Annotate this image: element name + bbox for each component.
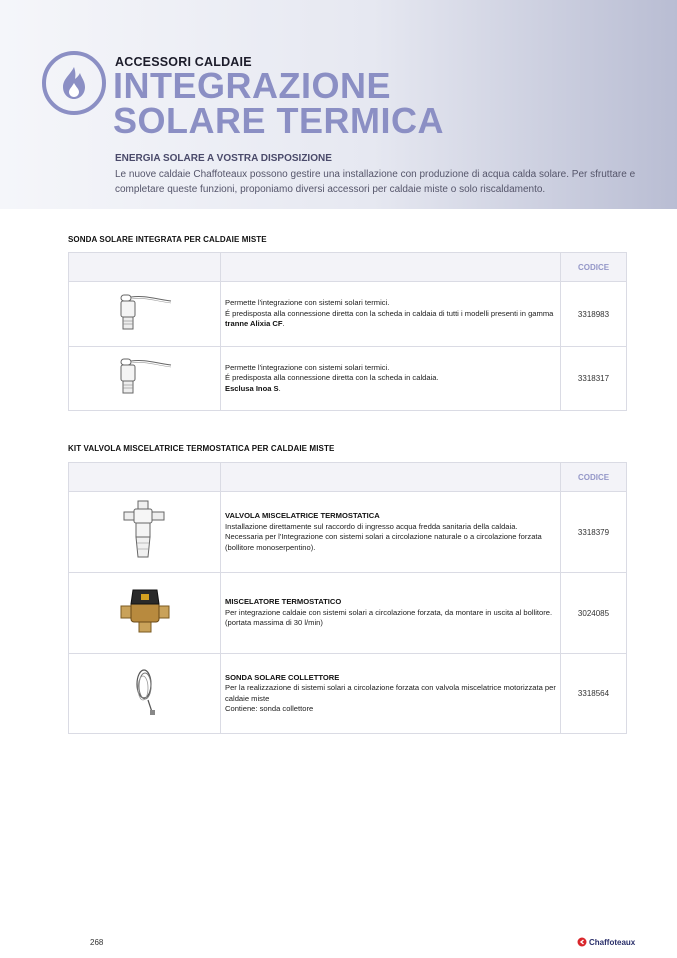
collector-probe-icon (130, 666, 160, 716)
product-description (221, 654, 561, 734)
page-number: 268 (90, 938, 104, 947)
header-cell-description (221, 253, 561, 282)
table-row (69, 654, 627, 734)
brand-name: Chaffoteaux (589, 937, 636, 947)
section-title-solar-probe: SONDA SOLARE INTEGRATA PER CALDAIE MISTE (68, 235, 267, 244)
table-row (69, 282, 627, 347)
description-text: Per la realizzazione di sistemi solari a circolazione forzata con valvola miscelatrice motorizzata per caldaie miste (225, 683, 556, 703)
description-contents: Contiene: sonda collettore (225, 704, 314, 713)
product-name: SONDA SOLARE COLLETTORE (225, 672, 340, 682)
product-description (221, 492, 561, 573)
mixing-valve-table (68, 462, 627, 734)
product-code: 3024085 (561, 573, 627, 654)
title-line-1: INTEGRAZIONE (113, 65, 392, 106)
description-text: Per integrazione caldaie con sistemi solari a circolazione forzata, da montare in uscita al bollitore. (portata massima di 30 l/min) (225, 607, 553, 628)
product-image-cell (69, 347, 221, 411)
description-line: Permette l'integrazione con sistemi solari termici. (225, 362, 390, 372)
product-image-cell (69, 492, 221, 573)
table-header-row (69, 463, 627, 492)
flame-icon (42, 51, 106, 115)
description-emphasis: tranne Alixia CF (225, 319, 283, 329)
intro-text: Le nuove caldaie Chaffoteaux possono gestire una installazione con produzione di acqua calda solare. Per sfruttare e completare queste funzioni, proponiamo diversi accessori per caldaie miste o solo riscaldamento. (115, 169, 636, 195)
header-cell-image (69, 253, 221, 282)
product-name: VALVOLA MISCELATRICE TERMOSTATICA (225, 511, 380, 520)
title-line-2: SOLARE TERMICA (113, 100, 444, 141)
intro-subtitle: ENERGIA SOLARE A VOSTRA DISPOSIZIONE (115, 153, 332, 164)
product-description (221, 282, 561, 347)
description-text: Installazione direttamente sul raccordo di ingresso acqua fredda sanitaria della caldaia. Necessaria per l'Integrazione con sistemi solari a circolazione naturale o a circolazione forzata (bollitore monoserpentino). (225, 521, 542, 552)
product-code: 3318379 (561, 492, 627, 573)
product-name: MISCELATORE TERMOSTATICO (225, 597, 342, 607)
product-description (221, 347, 561, 411)
description-emphasis: Esclusa Inoa S (225, 383, 279, 393)
code-column-header: CODICE (561, 253, 627, 282)
description-line: Permette l'integrazione con sistemi solari termici. (225, 298, 390, 308)
product-code: 3318317 (561, 347, 627, 411)
table-header-row (69, 253, 627, 282)
description-line: Esclusa Inoa S. (225, 383, 281, 393)
thermostatic-mixer-icon (119, 586, 171, 636)
table-row (69, 492, 627, 573)
solar-probe-icon (115, 353, 175, 399)
code-column-header: CODICE (561, 463, 627, 492)
page-title (113, 65, 444, 141)
chaffoteaux-logo-icon (577, 937, 587, 947)
product-image-cell (69, 573, 221, 654)
product-code: 3318564 (561, 654, 627, 734)
product-image-cell (69, 654, 221, 734)
product-description (221, 573, 561, 654)
description-line: É predisposta alla connessione diretta con la scheda in caldaia di tutti i modelli presenti in gamma tranne Alixia CF. (225, 308, 554, 329)
solar-probe-table (68, 252, 627, 411)
solar-probe-icon (115, 289, 175, 335)
product-code: 3318983 (561, 282, 627, 347)
product-image-cell (69, 282, 221, 347)
mixing-valve-icon (120, 499, 170, 561)
section-title-mixing-valve-kit: KIT VALVOLA MISCELATRICE TERMOSTATICA PER CALDAIE MISTE (68, 444, 335, 453)
description-line: É predisposta alla connessione diretta con la scheda in caldaia. (225, 373, 439, 383)
header-cell-image (69, 463, 221, 492)
table-row (69, 347, 627, 411)
table-row (69, 573, 627, 654)
section-kicker: ACCESSORI CALDAIE (115, 55, 252, 69)
header-cell-description (221, 463, 561, 492)
brand-logo (577, 936, 635, 948)
